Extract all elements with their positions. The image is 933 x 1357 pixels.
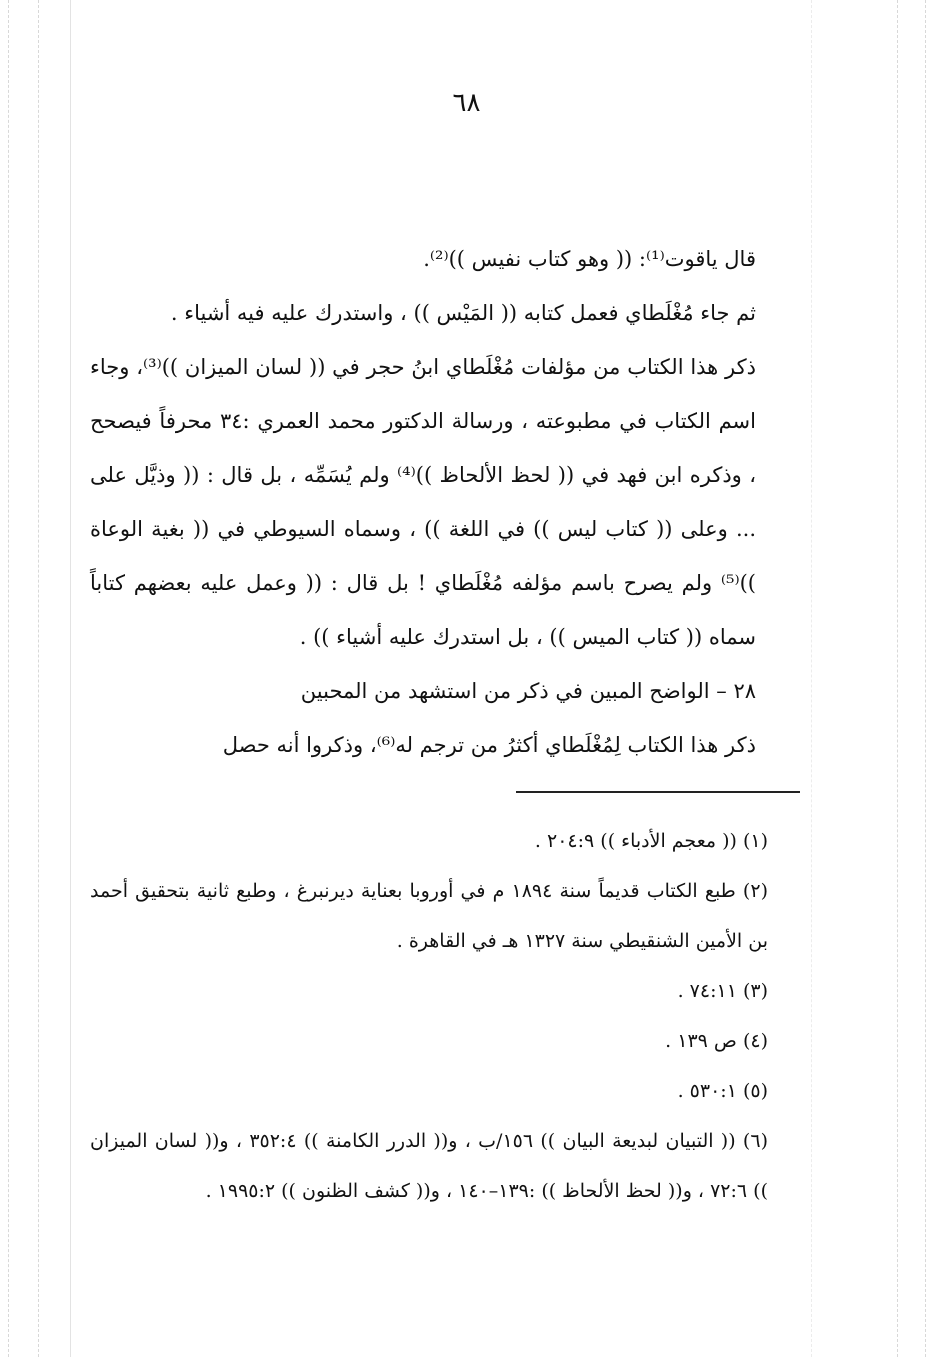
body-text — [90, 232, 802, 772]
footnote: (٣) ٧٤:١١ . — [677, 980, 768, 1002]
page-number: ٦٨ — [452, 88, 481, 118]
footnote: (١) (( معجم الأدباء )) ٢٠٤:٩ . — [534, 830, 768, 852]
body-paragraph: ذكر هذا الكتاب من مؤلفات مُغْلَطاي ابنُ حجر في (( لسان الميزان ))⁽³⁾، وجاء اسم الكتاب في مطبوعته ، ورسالة الدكتور محمد العمري :٣٤ محرفاً فيصحح ، وذكره ابن فهد في (( لحظ الألحاظ ))⁽⁴⁾ ولم يُسَمِّه ، بل قال : (( وذيَّل على ... وعلى (( كتاب ليس )) في اللغة )) ، وسماه السيوطي في (( بغية الوعاة ))⁽⁵⁾ ولم يصرح باسم مؤلفه مُغْلَطاي ! بل قال : (( وعمل عليه بعضهم كتاباً سماه (( كتاب الميس )) ، بل استدرك عليه أشياء )) . — [90, 355, 757, 649]
scan-edge-line — [8, 0, 10, 1357]
body-paragraph: ثم جاء مُغْلَطاي فعمل كتابه (( المَيْس )) ، واستدرك عليه فيه أشياء . — [170, 301, 756, 325]
footnote: (٢) طبع الكتاب قديماً سنة ١٨٩٤ م في أوروبا بعناية ديرنبرغ ، وطبع ثانية بتحقيق أحمد بن الأمين الشنقيطي سنة ١٣٢٧ هـ في القاهرة . — [90, 880, 768, 952]
footnote: (٤) ص ١٣٩ . — [665, 1030, 768, 1052]
footnote: (٦) (( التبيان لبديعة البيان )) ١٥٦/ب ، و(( الدرر الكامنة )) ٣٥٢:٤ ، و(( لسان الميزان )) ٧٢:٦ ، و(( لحظ الألحاظ )) :١٣٩–١٤٠ ، و(( كشف الظنون )) ١٩٩٥:٢ . — [90, 1130, 768, 1202]
body-paragraph: ذكر هذا الكتاب لِمُغْلَطاي أكثرُ من ترجم له⁽⁶⁾، وذكروا أنه حصل — [222, 733, 756, 757]
scan-edge-line — [38, 0, 40, 1357]
scan-edge-line — [811, 0, 813, 1357]
footnotes — [90, 816, 802, 1216]
footnote: (٥) ٥٣٠:١ . — [677, 1080, 768, 1102]
section-heading: ٢٨ – الواضح المبين في ذكر من استشهد من المحبين — [300, 679, 756, 703]
body-paragraph: قال ياقوت⁽¹⁾: (( وهو كتاب نفيس ))⁽²⁾. — [423, 247, 756, 271]
scan-edge-line — [925, 0, 927, 1357]
scan-edge-line — [897, 0, 899, 1357]
footnote-separator — [516, 791, 800, 793]
